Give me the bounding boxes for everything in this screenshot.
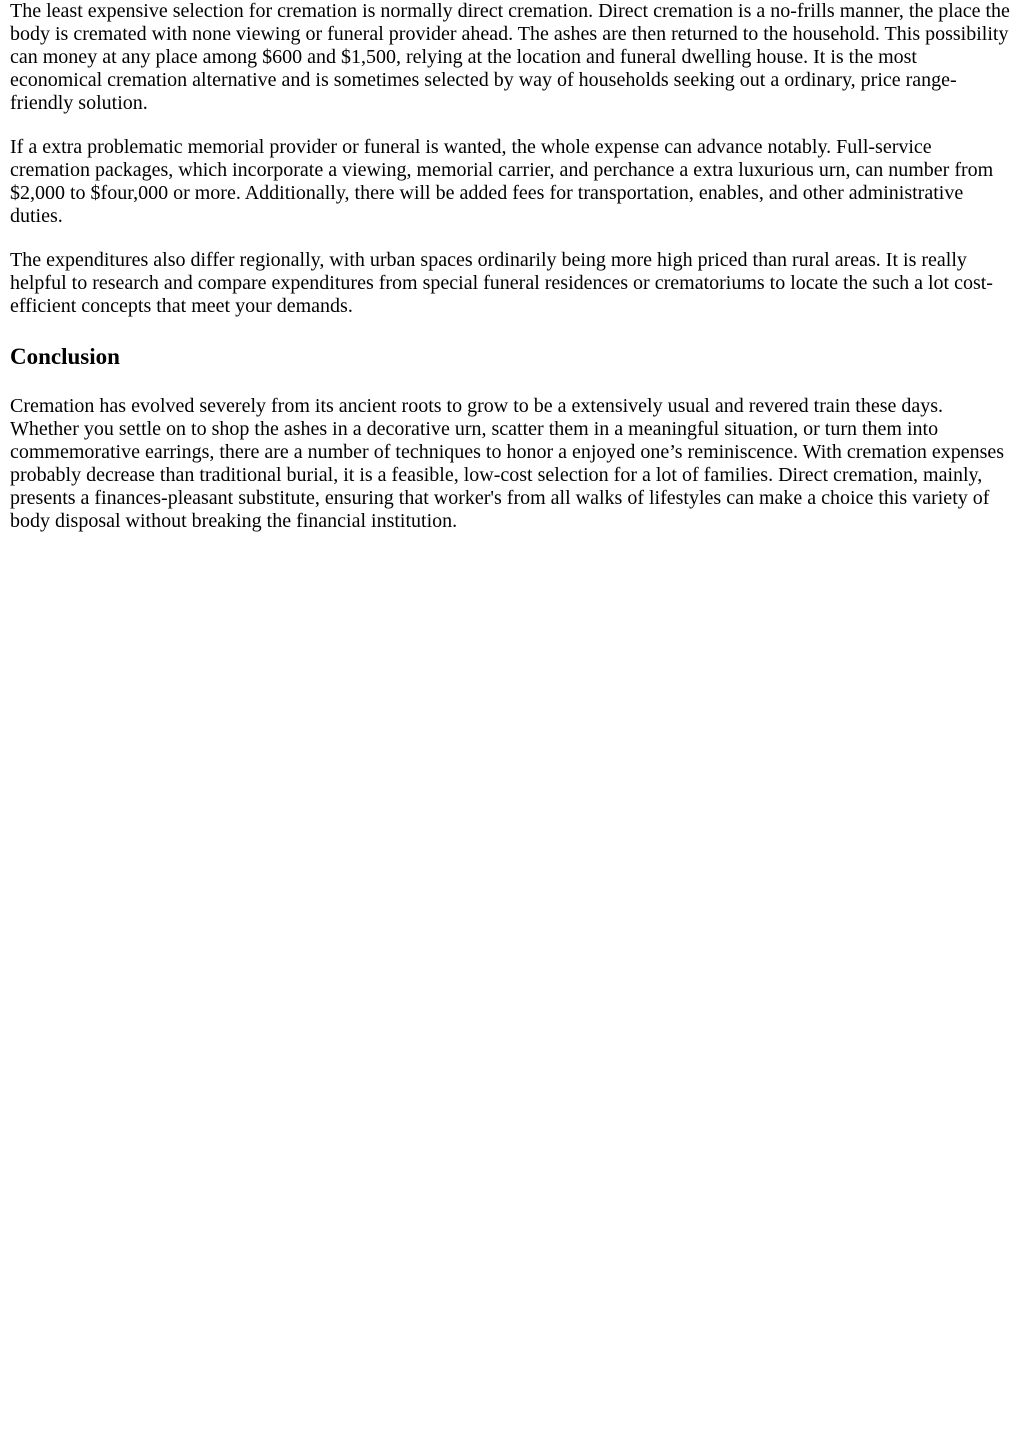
paragraph-full-service-cost: If a extra problematic memorial provider or funeral is wanted, the whole expense can advance notably. Full-service cremation packages, which incorporate a viewing, memorial carrier, and perchance a extra luxurious urn, can number from $2,000 to $four,000 or more. Additionally, there will be added fees for transportation, enables, and other administrative duties. xyxy=(10,136,994,227)
paragraph-regional-costs: The expenditures also differ regionally, with urban spaces ordinarily being more high priced than rural areas. It is really helpful to research and compare expenditures from special funeral residences or crematoriums to locate the such a lot cost-efficient concepts that meet your demands. xyxy=(10,249,993,317)
article-body xyxy=(10,0,1014,533)
paragraph-direct-cremation: The least expensive selection for cremation is normally direct cremation. Direct cremation is a no-frills manner, the place the body is cremated with none viewing or funeral provider ahead. The ashes are then returned to the household. This possibility can money at any place among $600 and $1,500, relying at the location and funeral dwelling house. It is the most economical cremation alternative and is sometimes selected by way of households seeking out a ordinary, price range-friendly solution. xyxy=(10,0,1010,114)
paragraph-conclusion: Cremation has evolved severely from its ancient roots to grow to be a extensively usual and revered train these days. Whether you settle on to shop the ashes in a decorative urn, scatter them in a meaningful situation, or turn them into commemorative earrings, there are a number of techniques to honor a enjoyed one’s reminiscence. With cremation expenses probably decrease than traditional burial, it is a feasible, low-cost selection for a lot of families. Direct cremation, mainly, presents a finances-pleasant substitute, ensuring that worker's from all walks of lifestyles can make a choice this variety of body disposal without breaking the financial institution. xyxy=(10,395,1005,532)
conclusion-heading: Conclusion xyxy=(10,344,120,369)
